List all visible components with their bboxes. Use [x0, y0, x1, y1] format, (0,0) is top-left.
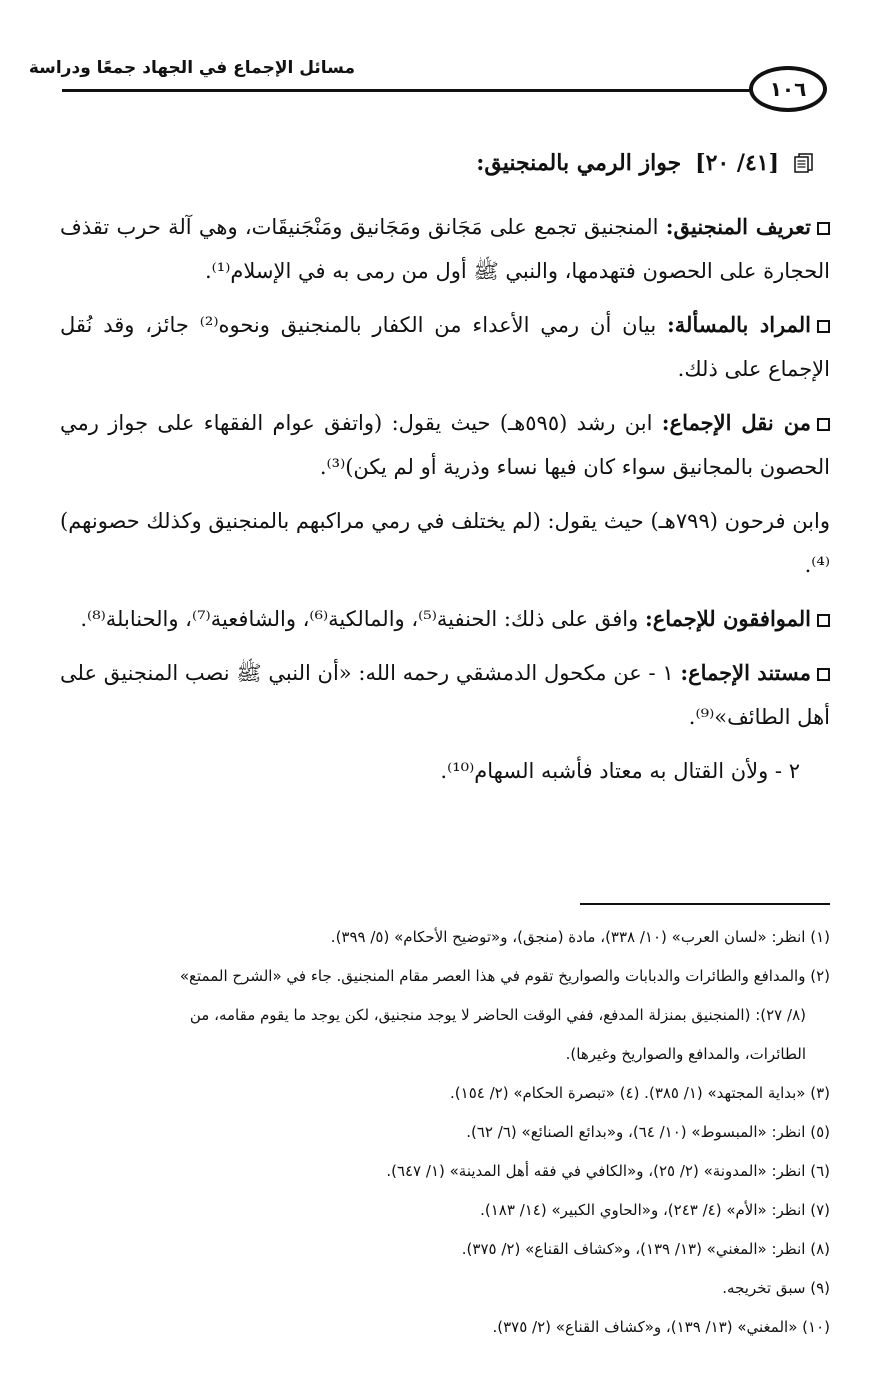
footnote: (٣) «بداية المجتهد» (١/ ٣٨٥). (٤) «تبصرة الحكام» (٢/ ١٥٤). [450, 1084, 830, 1102]
paragraph-label: مستند الإجماع: [680, 660, 811, 685]
paragraph-definition [60, 205, 830, 293]
footnote: (٦) انظر: «المدونة» (٢/ ٢٥)، و«الكافي في فقه أهل المدينة» (١/ ٦٤٧). [386, 1162, 830, 1180]
footnote-continuation: الطائرات، والمدافع والصواريخ وغيرها). [565, 1045, 806, 1063]
footnote: (٥) انظر: «المبسوط» (١٠/ ٦٤)، و«بدائع الصنائع» (٦/ ٦٢). [466, 1123, 830, 1141]
paragraph-label: المراد بالمسألة: [667, 312, 811, 337]
paragraph-agreeing [60, 597, 830, 641]
checkbox-square-icon [817, 418, 830, 431]
paragraph-text: وافق على ذلك: الحنفية⁽⁵⁾، والمالكية⁽⁶⁾، والشافعية⁽⁷⁾، والحنابلة⁽⁸⁾. [80, 607, 645, 631]
paragraph-text: بيان أن رمي الأعداء من الكفار بالمنجنيق ونحوه⁽²⁾ جائز، وقد نُقل الإجماع على ذلك. [60, 313, 830, 381]
body-text [60, 205, 830, 803]
footnote: (٢) والمدافع والطائرات والدبابات والصواريخ تقوم في هذا العصر مقام المنجنيق. جاء في «الشرح الممتع» [179, 967, 830, 985]
footnote: (١٠) «المغني» (١٣/ ١٣٩)، و«كشاف القناع» (٢/ ٣٧٥). [492, 1318, 830, 1336]
footnote: (٧) انظر: «الأم» (٤/ ٢٤٣)، و«الحاوي الكبير» (١٤/ ١٨٣). [480, 1201, 830, 1219]
checkbox-square-icon [817, 668, 830, 681]
section-heading [476, 150, 815, 176]
checkbox-square-icon [817, 614, 830, 627]
checkbox-square-icon [817, 222, 830, 235]
paragraph-basis-2 [60, 749, 830, 793]
paragraph-basis [60, 651, 830, 739]
page-number: ١٠٦ [769, 77, 807, 101]
section-title: جواز الرمي بالمنجنيق: [476, 150, 682, 176]
checkbox-square-icon [817, 320, 830, 333]
paragraph-text: ابن رشد (٥٩٥هـ) حيث يقول: (واتفق عوام الفقهاء على جواز رمي الحصون بالمجانيق سواء كان فيها نساء وذرية أو لم يكن)⁽³⁾. [60, 411, 830, 479]
footnote: (١) انظر: «لسان العرب» (١٠/ ٣٣٨)، مادة (منجق)، و«توضيح الأحكام» (٥/ ٣٩٩). [330, 928, 830, 946]
document-icon [793, 152, 815, 174]
footnote: (٨) انظر: «المغني» (١٣/ ١٣٩)، و«كشاف القناع» (٢/ ٣٧٥). [461, 1240, 830, 1258]
running-header-title: مسائل الإجماع في الجهاد جمعًا ودراسة [28, 58, 355, 78]
header-rule [62, 89, 752, 92]
paragraph-text: المنجنيق تجمع على مَجَانق ومَجَانيق ومَنْجَنيقَات، وهي آلة حرب تقذف الحجارة على الحصون فتهدمها، والنبي ﷺ أول من رمى به في الإسلام⁽¹⁾. [60, 215, 830, 283]
paragraph-text: وابن فرحون (٧٩٩هـ) حيث يقول: (لم يختلف في رمي مراكبهم بالمنجنيق وكذلك حصونهم)⁽⁴⁾. [60, 509, 830, 577]
footnotes [60, 918, 830, 1347]
paragraph-intent [60, 303, 830, 391]
paragraph-transmitters [60, 401, 830, 489]
paragraph-text: ١ - عن مكحول الدمشقي رحمه الله: «أن النبي ﷺ نصب المنجنيق على أهل الطائف»⁽⁹⁾. [60, 661, 830, 729]
section-number: [٤١/ ٢٠] [695, 150, 779, 176]
footnote: (٩) سبق تخريجه. [722, 1279, 830, 1297]
footnote-continuation: (٨/ ٢٧): (المنجنيق بمنزلة المدفع، ففي الوقت الحاضر لا يوجد منجنيق، لكن يوجد ما يقوم مقامه، من [189, 1006, 806, 1024]
paragraph-ibn-farhun [60, 499, 830, 587]
paragraph-text: ٢ - ولأن القتال به معتاد فأشبه السهام⁽¹⁰⁾. [440, 759, 800, 783]
paragraph-label: الموافقون للإجماع: [644, 606, 811, 631]
paragraph-label: تعريف المنجنيق: [665, 214, 812, 239]
page-number-badge [749, 66, 827, 112]
paragraph-label: من نقل الإجماع: [661, 410, 811, 435]
footnote-separator [580, 903, 830, 905]
